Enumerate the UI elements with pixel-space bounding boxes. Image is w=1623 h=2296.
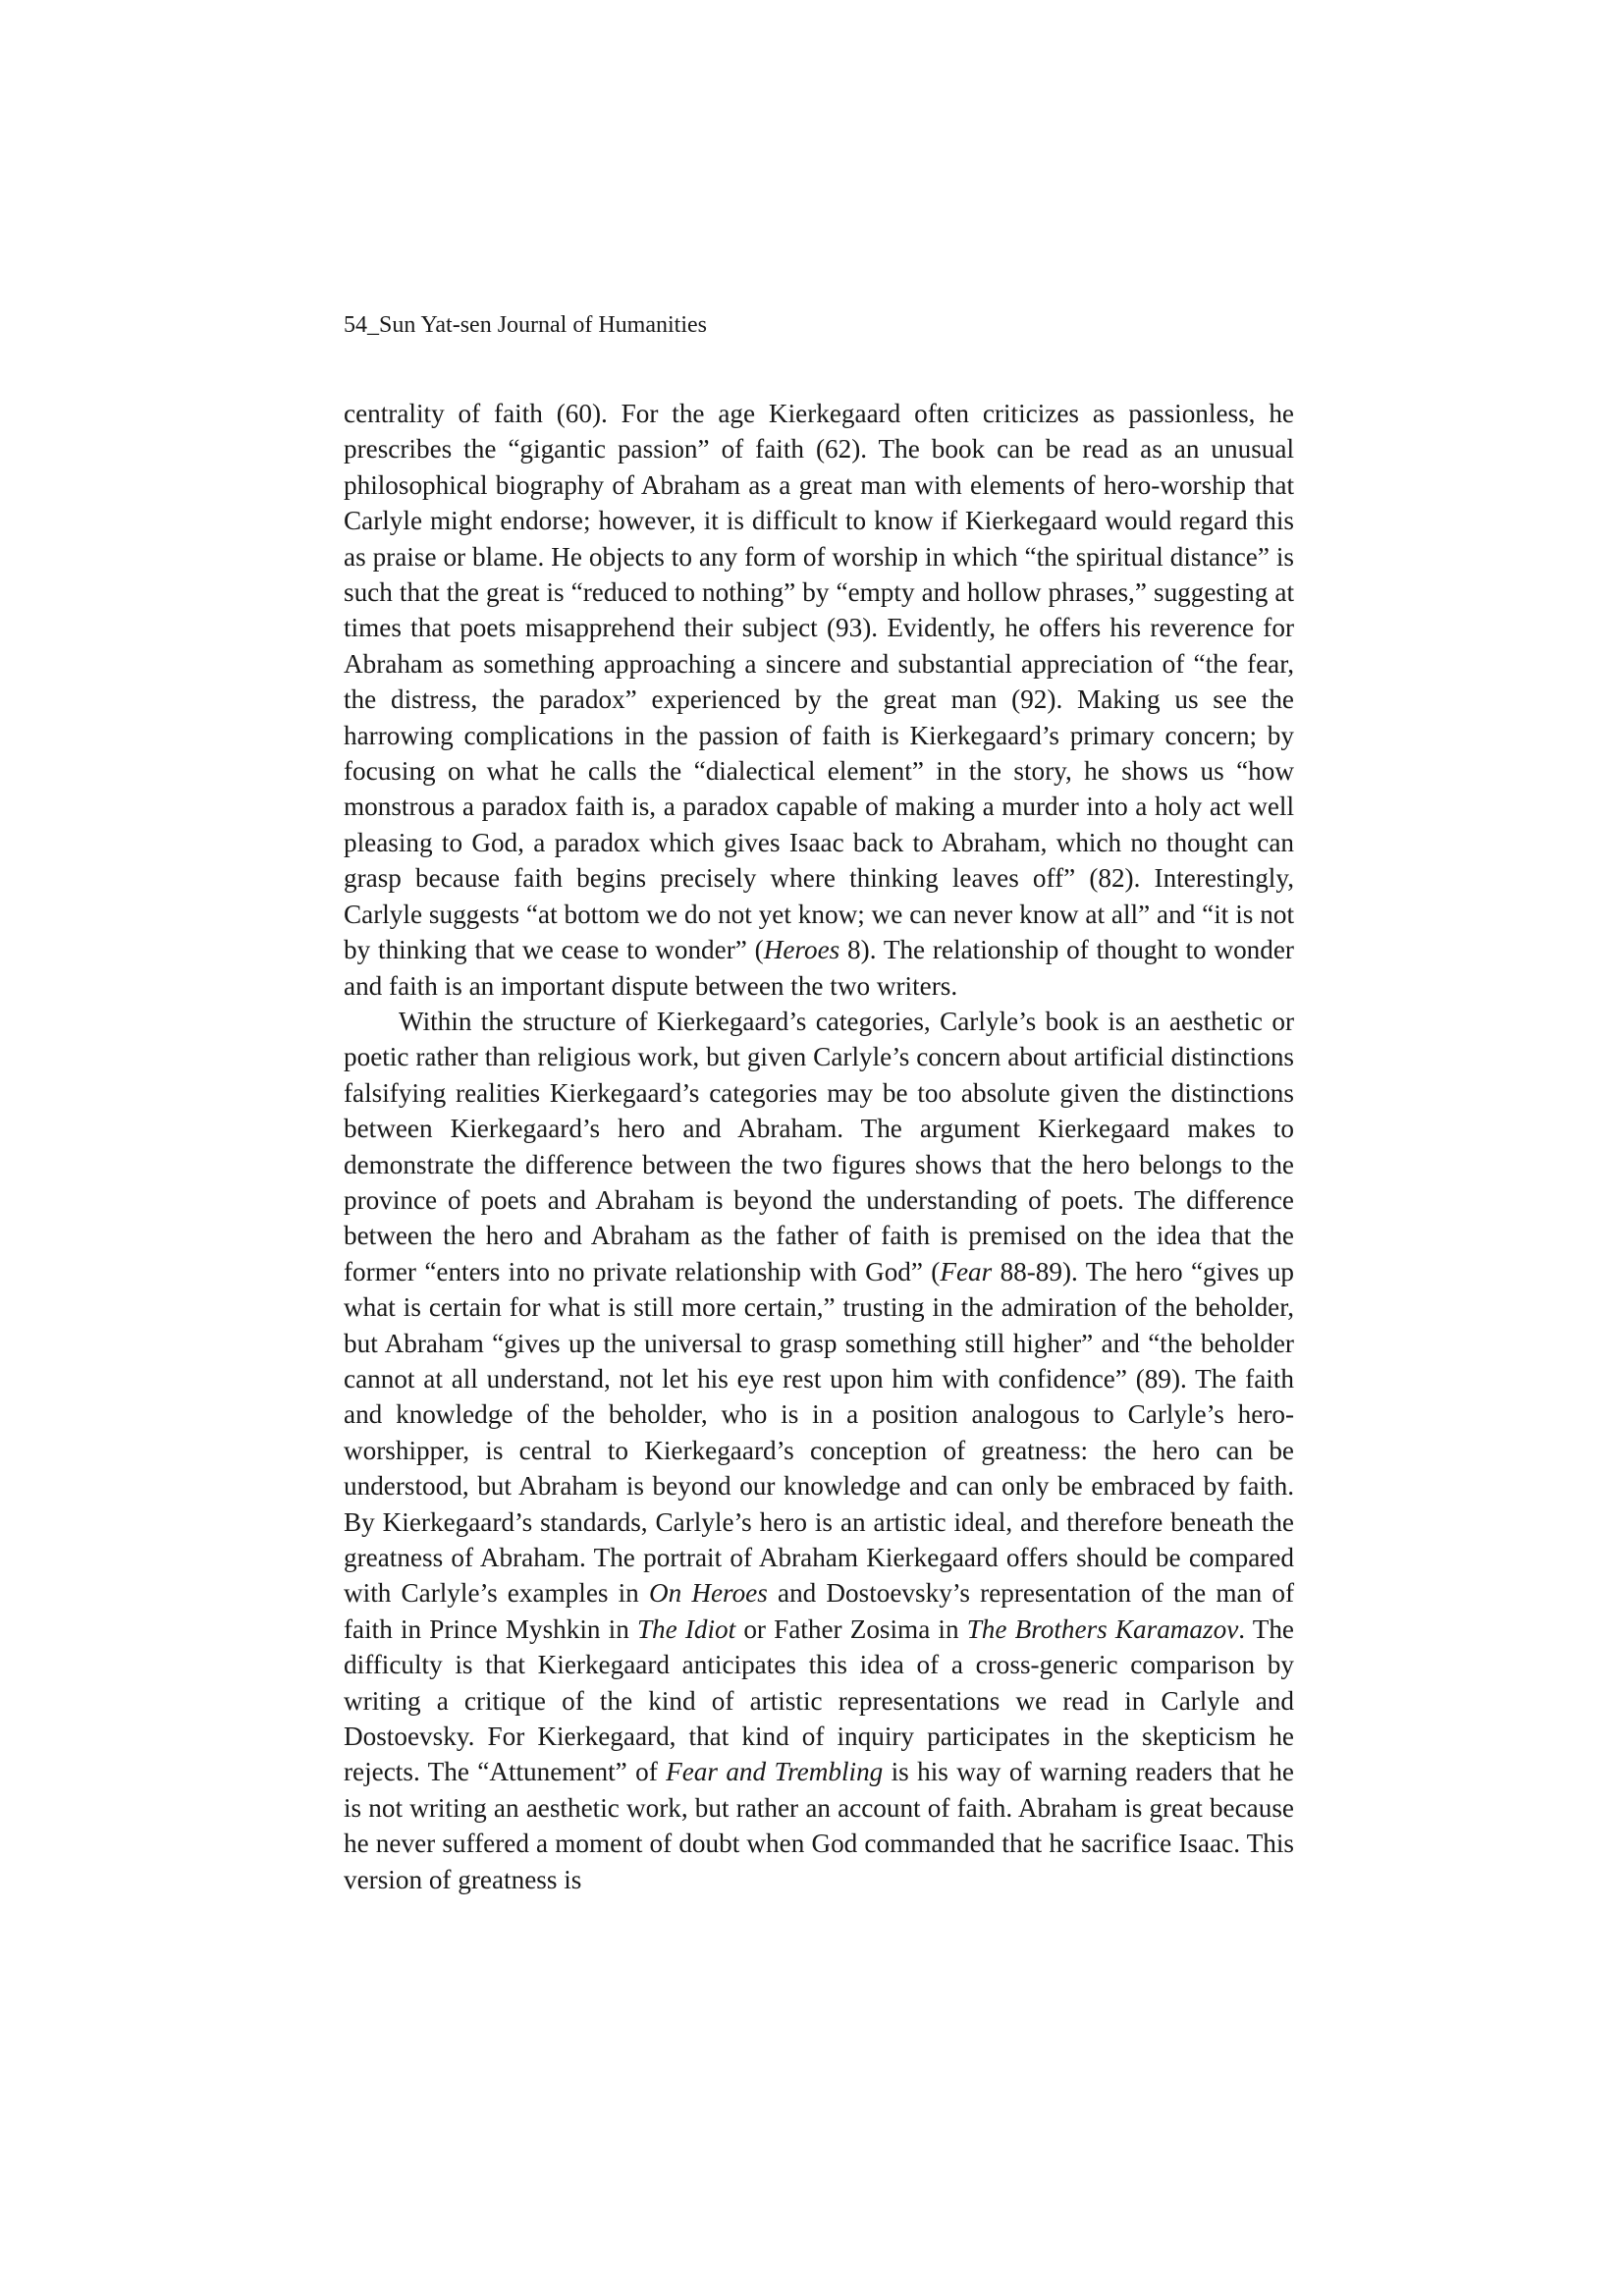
italic-title: Fear <box>940 1256 993 1286</box>
body-text <box>344 396 1294 1897</box>
text-run: is his way of warning readers that he is not writing an aesthetic work, but rather an account of faith. Abraham is great because he never suffered a moment of doubt when God commanded that he sacrifice Isaac. This version of greatness is <box>344 1757 1294 1894</box>
italic-title: Heroes <box>763 935 840 965</box>
text-run: centrality of faith (60). For the age Kierkegaard often criticizes as passionless, he prescribes the “gigantic passion” of faith (62). The book can be read as an unusual philosophical biography of Abraham as a great man with elements of hero-worship that Carlyle might endorse; however, it is difficult to know if Kierkegaard would regard this as praise or blame. He objects to any form of worship in which “the spiritual distance” is such that the great is “reduced to nothing” by “empty and hollow phrases,” suggesting at times that poets misapprehend their subject (93). Evidently, he offers his reverence for Abraham as something approaching a sincere and substantial appreciation of “the fear, the distress, the paradox” experienced by the great man (92). Making us see the harrowing complications in the passion of faith is Kierkegaard’s primary concern; by focusing on what he calls the “dialectical element” in the story, he shows us “how monstrous a paradox faith is, a paradox capable of making a murder into a holy act well pleasing to God, a paradox which gives Isaac back to Abraham, which no thought can grasp because faith begins precisely where thinking leaves off” (82). Interestingly, Carlyle suggests “at bottom we do not yet know; we can never know at all” and “it is not by thinking that we cease to wonder” ( <box>344 399 1294 965</box>
text-run: 88-89). The hero “gives up what is certain for what is still more certain,” trusting in the admiration of the beholder, but Abraham “gives up the universal to grasp something still higher” and “the beholder cannot at all understand, not let his eye rest upon him with confidence” (89). The faith and knowledge of the beholder, who is in a position analogous to Carlyle’s hero-worshipper, is central to Kierkegaard’s conception of greatness: the hero can be understood, but Abraham is beyond our knowledge and can only be embraced by faith. By Kierkegaard’s standards, Carlyle’s hero is an artistic ideal, and therefore beneath the greatness of Abraham. The portrait of Abraham Kierkegaard offers should be compared with Carlyle’s examples in <box>344 1256 1294 1609</box>
paragraph <box>344 396 1294 1004</box>
text-run: and Dostoevsky’s representation of the man of faith in Prince Myshkin in <box>344 1578 1295 1644</box>
text-run: Within the structure of Kierkegaard’s categories, Carlyle’s book is an aesthetic or poetic rather than religious work, but given Carlyle’s concern about artificial distinctions falsifying realities Kierkegaard’s categories may be too absolute given the distinctions between Kierkegaard’s hero and Abraham. The argument Kierkegaard makes to demonstrate the difference between the two figures shows that the hero belongs to the province of poets and Abraham is beyond the understanding of poets. The difference between the hero and Abraham as the father of faith is premised on the idea that the former “enters into no private relationship with God” ( <box>344 1006 1294 1286</box>
paragraph <box>344 1004 1294 1897</box>
italic-title: The Idiot <box>636 1613 736 1644</box>
italic-title: On Heroes <box>648 1578 768 1609</box>
text-run: 8). The relationship of thought to wonder and faith is an important dispute between the two writers. <box>344 935 1294 1001</box>
italic-title: Fear and Trembling <box>666 1757 884 1787</box>
italic-title: The Brothers Karamazov <box>966 1613 1239 1644</box>
text-run: . The difficulty is that Kierkegaard anticipates this idea of a cross-generic comparison by writing a critique of the kind of artistic representations we read in Carlyle and Dostoevsky. For Kierkegaard, that kind of inquiry participates in the skepticism he rejects. The “Attunement” of <box>344 1613 1294 1787</box>
text-run: or Father Zosima in <box>735 1613 967 1644</box>
running-head: 54_Sun Yat-sen Journal of Humanities <box>344 312 707 338</box>
